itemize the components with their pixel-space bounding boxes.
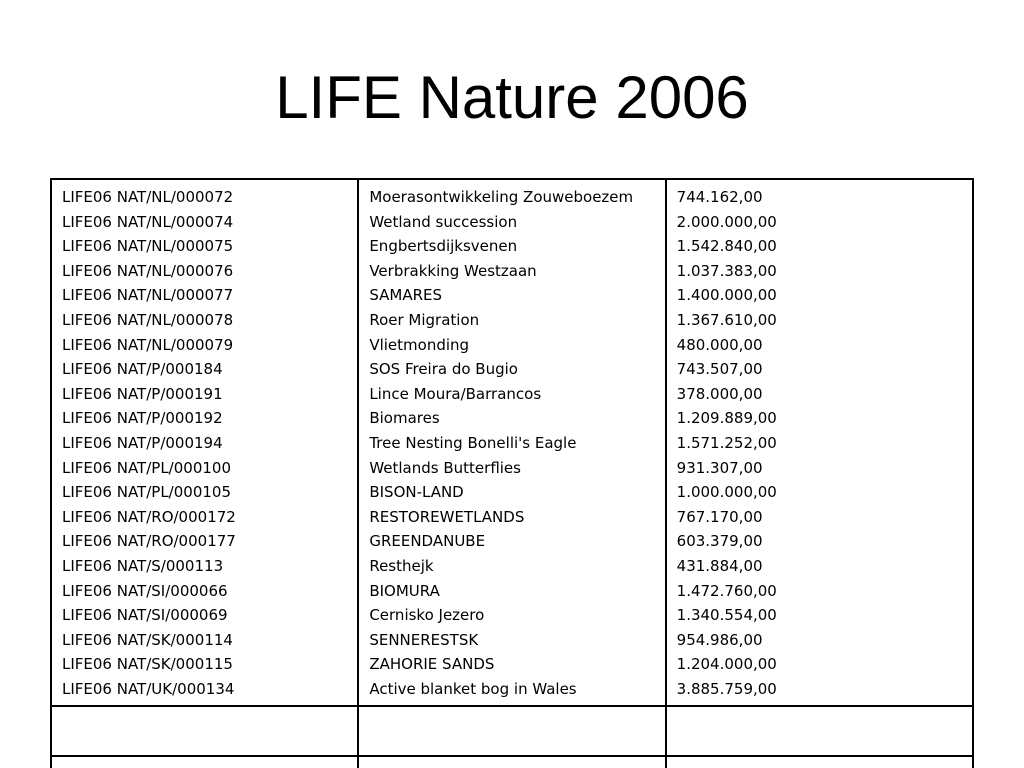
- project-id: LIFE06 NAT/NL/000079: [62, 335, 234, 354]
- project-id: LIFE06 NAT/NL/000075: [62, 237, 234, 256]
- project-id: LIFE06 NAT/NL/000072: [62, 188, 234, 206]
- project-id: LIFE06 NAT/PL/000105: [62, 483, 231, 502]
- amount: 3.885.759,00: [676, 679, 777, 698]
- amount: 1.209.889,00: [676, 409, 777, 428]
- amount: 1.367.610,00: [676, 310, 777, 329]
- amount: 1.037.383,00: [676, 261, 777, 280]
- project-name: SENNERESTSK: [369, 630, 479, 649]
- project-id-list: [62, 185, 347, 701]
- amount: 1.000.000,00: [676, 483, 777, 502]
- amount: 767.170,00: [676, 507, 763, 526]
- project-id: LIFE06 NAT/NL/000077: [62, 286, 234, 305]
- project-name: Lince Moura/Barrancos: [369, 384, 542, 403]
- table-row: [51, 179, 973, 706]
- project-name-list: [369, 185, 654, 701]
- amount: 431.884,00: [676, 556, 763, 575]
- amount: 1.542.840,00: [676, 237, 777, 256]
- empty-table-row: [51, 756, 973, 768]
- amount: 480.000,00: [676, 335, 763, 354]
- slide-title: LIFE Nature 2006: [275, 64, 749, 131]
- amount: 954.986,00: [676, 630, 763, 649]
- amount: 2.000.000,00: [676, 212, 777, 231]
- amount: 1.571.252,00: [676, 433, 777, 452]
- empty-table-row: [51, 706, 973, 756]
- project-name: GREENDANUBE: [369, 532, 486, 551]
- project-name-cell: [358, 179, 665, 706]
- empty-cell: [666, 706, 973, 756]
- project-id: LIFE06 NAT/SI/000069: [62, 606, 228, 625]
- project-id: LIFE06 NAT/RO/000172: [62, 507, 236, 526]
- project-id: LIFE06 NAT/SK/000115: [62, 655, 233, 674]
- project-id: LIFE06 NAT/UK/000134: [62, 679, 235, 698]
- amount: 1.340.554,00: [676, 606, 777, 625]
- project-name: Biomares: [369, 409, 440, 428]
- project-id: LIFE06 NAT/NL/000078: [62, 310, 234, 329]
- amount: 603.379,00: [676, 532, 763, 551]
- project-id: LIFE06 NAT/NL/000074: [62, 212, 234, 231]
- empty-cell: [51, 706, 358, 756]
- amount: 1.472.760,00: [676, 581, 777, 600]
- project-name: Roer Migration: [369, 310, 480, 329]
- amount-cell: [666, 179, 973, 706]
- project-name: Active blanket bog in Wales: [369, 679, 577, 698]
- project-name: Wetland succession: [369, 212, 518, 231]
- amount: 1.204.000,00: [676, 655, 777, 674]
- project-id: LIFE06 NAT/RO/000177: [62, 532, 236, 551]
- project-name: Vlietmonding: [369, 335, 470, 354]
- project-id-cell: [51, 179, 358, 706]
- project-name: Engbertsdijksvenen: [369, 237, 518, 256]
- project-id: LIFE06 NAT/P/000192: [62, 409, 223, 428]
- project-name: Tree Nesting Bonelli's Eagle: [369, 433, 577, 452]
- empty-cell: [666, 756, 973, 768]
- project-name: Moerasontwikkeling Zouweboezem: [369, 188, 634, 206]
- project-id: LIFE06 NAT/P/000191: [62, 384, 223, 403]
- project-name: RESTOREWETLANDS: [369, 507, 525, 526]
- project-name: BISON-LAND: [369, 483, 464, 502]
- project-name: SOS Freira do Bugio: [369, 360, 518, 379]
- amount-list: [677, 185, 962, 701]
- amount: 1.400.000,00: [676, 286, 777, 305]
- project-id: LIFE06 NAT/NL/000076: [62, 261, 234, 280]
- project-name: SAMARES: [369, 286, 443, 305]
- project-name: Cernisko Jezero: [369, 606, 485, 625]
- empty-cell: [358, 756, 665, 768]
- empty-cell: [358, 706, 665, 756]
- project-id: LIFE06 NAT/P/000184: [62, 360, 223, 379]
- amount: 743.507,00: [676, 360, 763, 379]
- project-name: ZAHORIE SANDS: [369, 655, 495, 674]
- projects-table: [50, 178, 974, 768]
- project-id: LIFE06 NAT/PL/000100: [62, 458, 231, 477]
- project-id: LIFE06 NAT/SK/000114: [62, 630, 233, 649]
- project-id: LIFE06 NAT/SI/000066: [62, 581, 228, 600]
- amount: 744.162,00: [676, 188, 763, 206]
- project-id: LIFE06 NAT/P/000194: [62, 433, 223, 452]
- amount: 931.307,00: [676, 458, 763, 477]
- project-name: Verbrakking Westzaan: [369, 261, 537, 280]
- empty-cell: [51, 756, 358, 768]
- project-name: Wetlands Butterflies: [369, 458, 521, 477]
- project-id: LIFE06 NAT/S/000113: [62, 556, 224, 575]
- project-name: Resthejk: [369, 556, 434, 575]
- project-name: BIOMURA: [369, 581, 440, 600]
- amount: 378.000,00: [676, 384, 763, 403]
